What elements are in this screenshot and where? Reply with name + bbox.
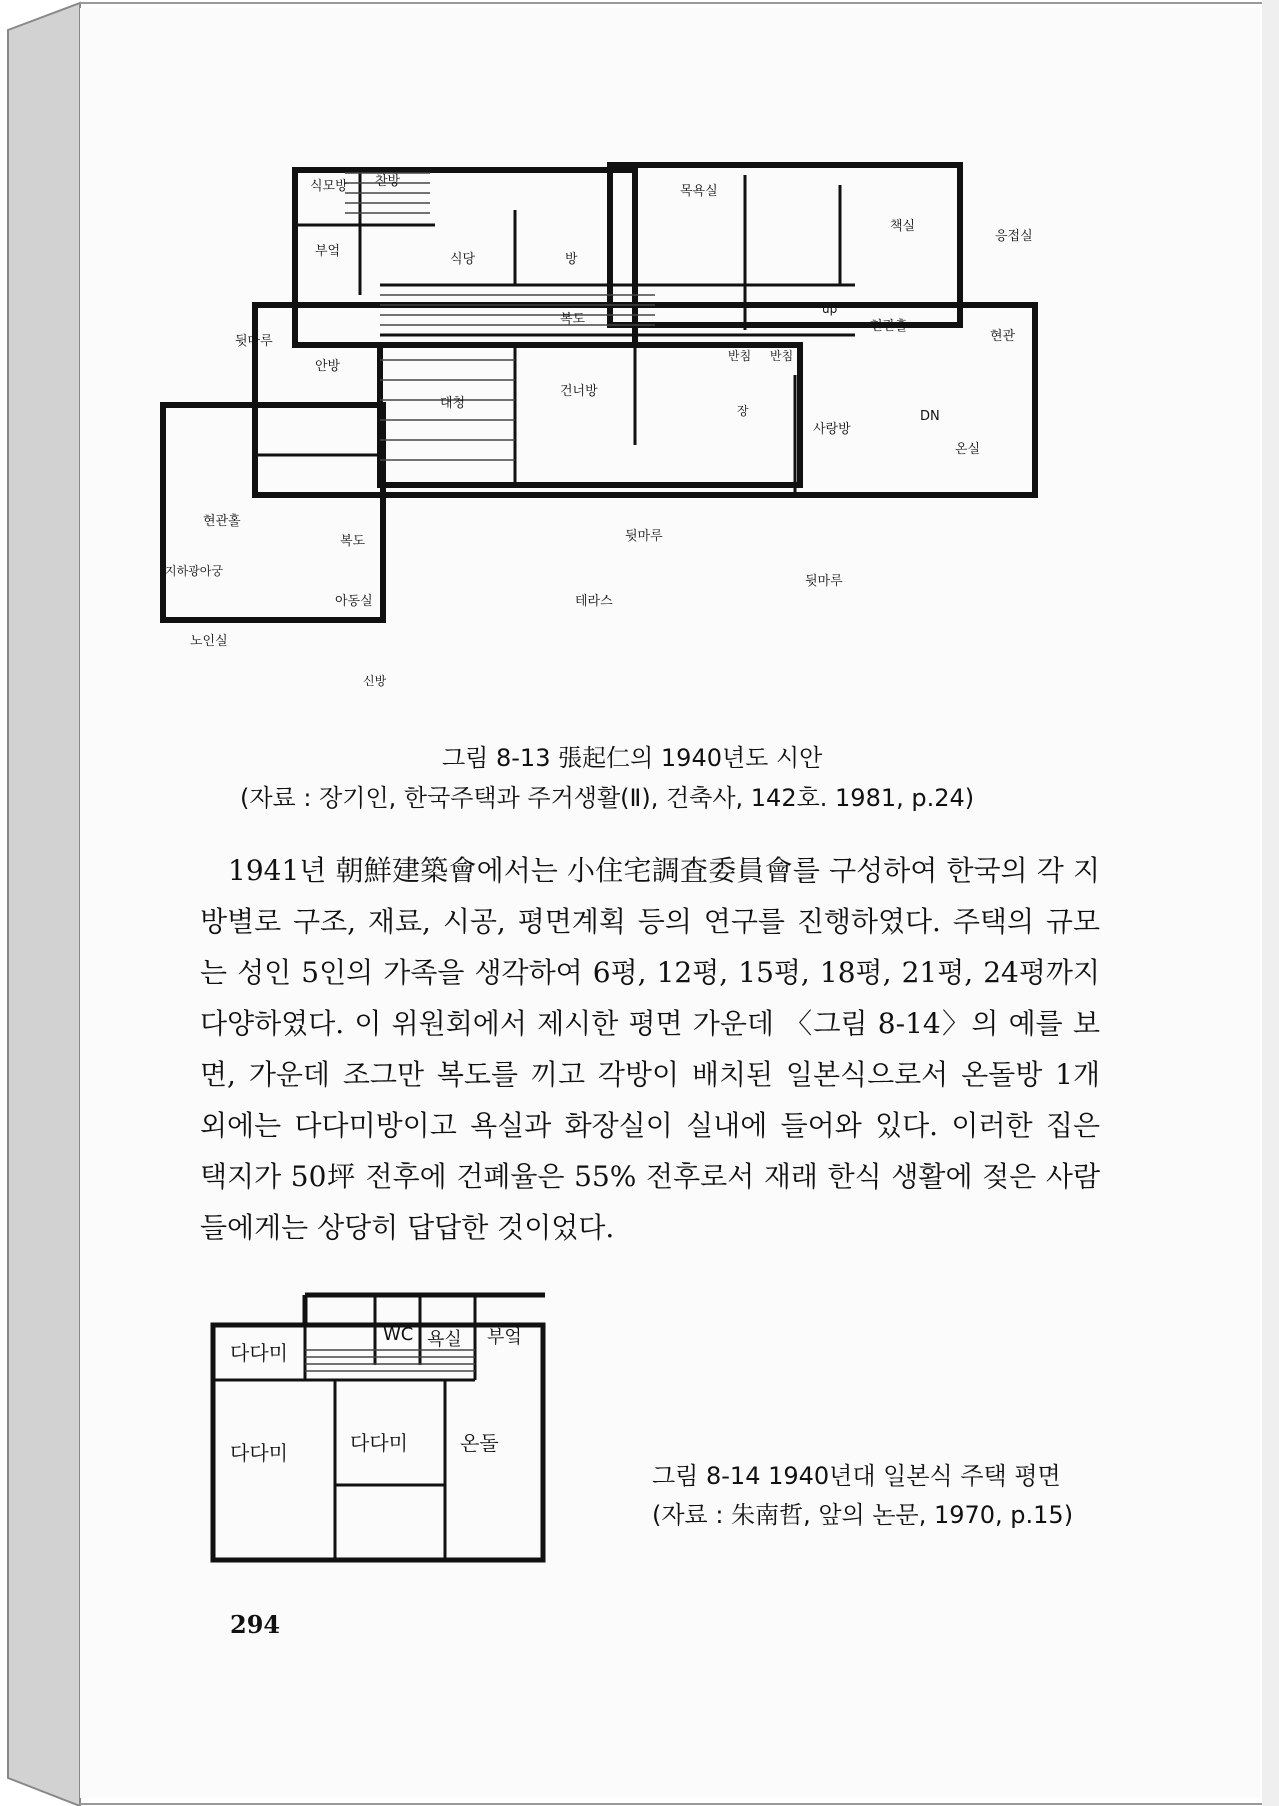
room-label: 장 — [737, 404, 749, 418]
room-label: 식모방 — [310, 179, 348, 194]
room-label: 뒷마루 — [805, 574, 843, 589]
room-label: 다다미 — [350, 1431, 408, 1455]
room-label: 복도 — [340, 534, 366, 549]
room-label: 찬방 — [375, 174, 401, 189]
room-label: 현관홀 — [203, 514, 241, 529]
room-label: 응접실 — [995, 229, 1033, 244]
body-paragraph — [200, 845, 1100, 1253]
figure-8-14-caption: 그림 8-14 1940년대 일본식 주택 평면 — [652, 1462, 1061, 1490]
floor-plan-8-13 — [155, 145, 1115, 730]
floor-plan-8-14 — [205, 1285, 645, 1570]
room-label: 현관 — [990, 329, 1016, 344]
room-label: 현관홀 — [870, 319, 908, 334]
room-label: 신방 — [363, 674, 387, 688]
figure-8-13-caption: 그림 8-13 張起仁의 1940년도 시안 — [442, 744, 823, 772]
room-label: 건너방 — [560, 384, 598, 399]
room-label: 부엌 — [315, 244, 341, 259]
room-label: 반침 — [728, 349, 752, 363]
room-label: 복도 — [560, 312, 586, 327]
room-label: DN — [920, 409, 940, 424]
room-label: 온돌 — [460, 1431, 499, 1455]
room-label: 사랑방 — [813, 422, 851, 437]
paragraph-text: 1941년 朝鮮建築會에서는 小住宅調査委員會를 구성하여 한국의 각 지방별로 구조, 재료, 시공, 평면계획 등의 연구를 진행하였다. 주택의 규모는 성인 5인의 가족을 생각하여 6평, 12평, 15평, 18평, 21평, 24평까지 다양하였다. 이 위원회에서 제시한 평면 가운데 〈그림 8-14〉의 예를 보면, 가운데 조그만 복도를 끼고 각방이 배치된 일본식으로서 온돌방 1개 외에는 다다미방이고 욕실과 화장실이 실내에 들어와 있다. 이러한 집은 택지가 50坪 전후에 건폐율은 55% 전후로서 재래 한식 생활에 젖은 사람들에게는 상당히 답답한 것이었다. — [200, 854, 1100, 1244]
room-label: 아동실 — [335, 594, 373, 609]
room-label: 온실 — [955, 442, 981, 457]
room-label: 다다미 — [230, 1441, 288, 1465]
room-label: 지하광아궁 — [165, 564, 223, 578]
room-label: 책실 — [890, 219, 916, 234]
room-label: 안방 — [315, 359, 341, 374]
room-label: WC — [383, 1324, 414, 1345]
room-label: 대청 — [440, 396, 466, 411]
room-label: 방 — [565, 252, 578, 267]
room-label: 반침 — [770, 349, 794, 363]
room-label: 노인실 — [190, 634, 228, 649]
figure-8-14-source: (자료 : 朱南哲, 앞의 논문, 1970, p.15) — [652, 1501, 1074, 1529]
room-label: 뒷마루 — [235, 334, 273, 349]
room-label: 테라스 — [575, 594, 613, 609]
room-label: 부엌 — [487, 1327, 522, 1348]
room-label: 욕실 — [427, 1329, 462, 1350]
figure-8-13-source: (자료 : 장기인, 한국주택과 주거생활(Ⅱ), 건축사, 142호. 1981, p.24) — [240, 784, 975, 812]
page-number: 294 — [230, 1610, 281, 1639]
room-label: 다다미 — [230, 1341, 288, 1365]
room-label: up — [822, 302, 838, 316]
room-label: 뒷마루 — [625, 529, 663, 544]
room-label: 식당 — [450, 252, 476, 267]
room-label: 목욕실 — [680, 184, 718, 199]
